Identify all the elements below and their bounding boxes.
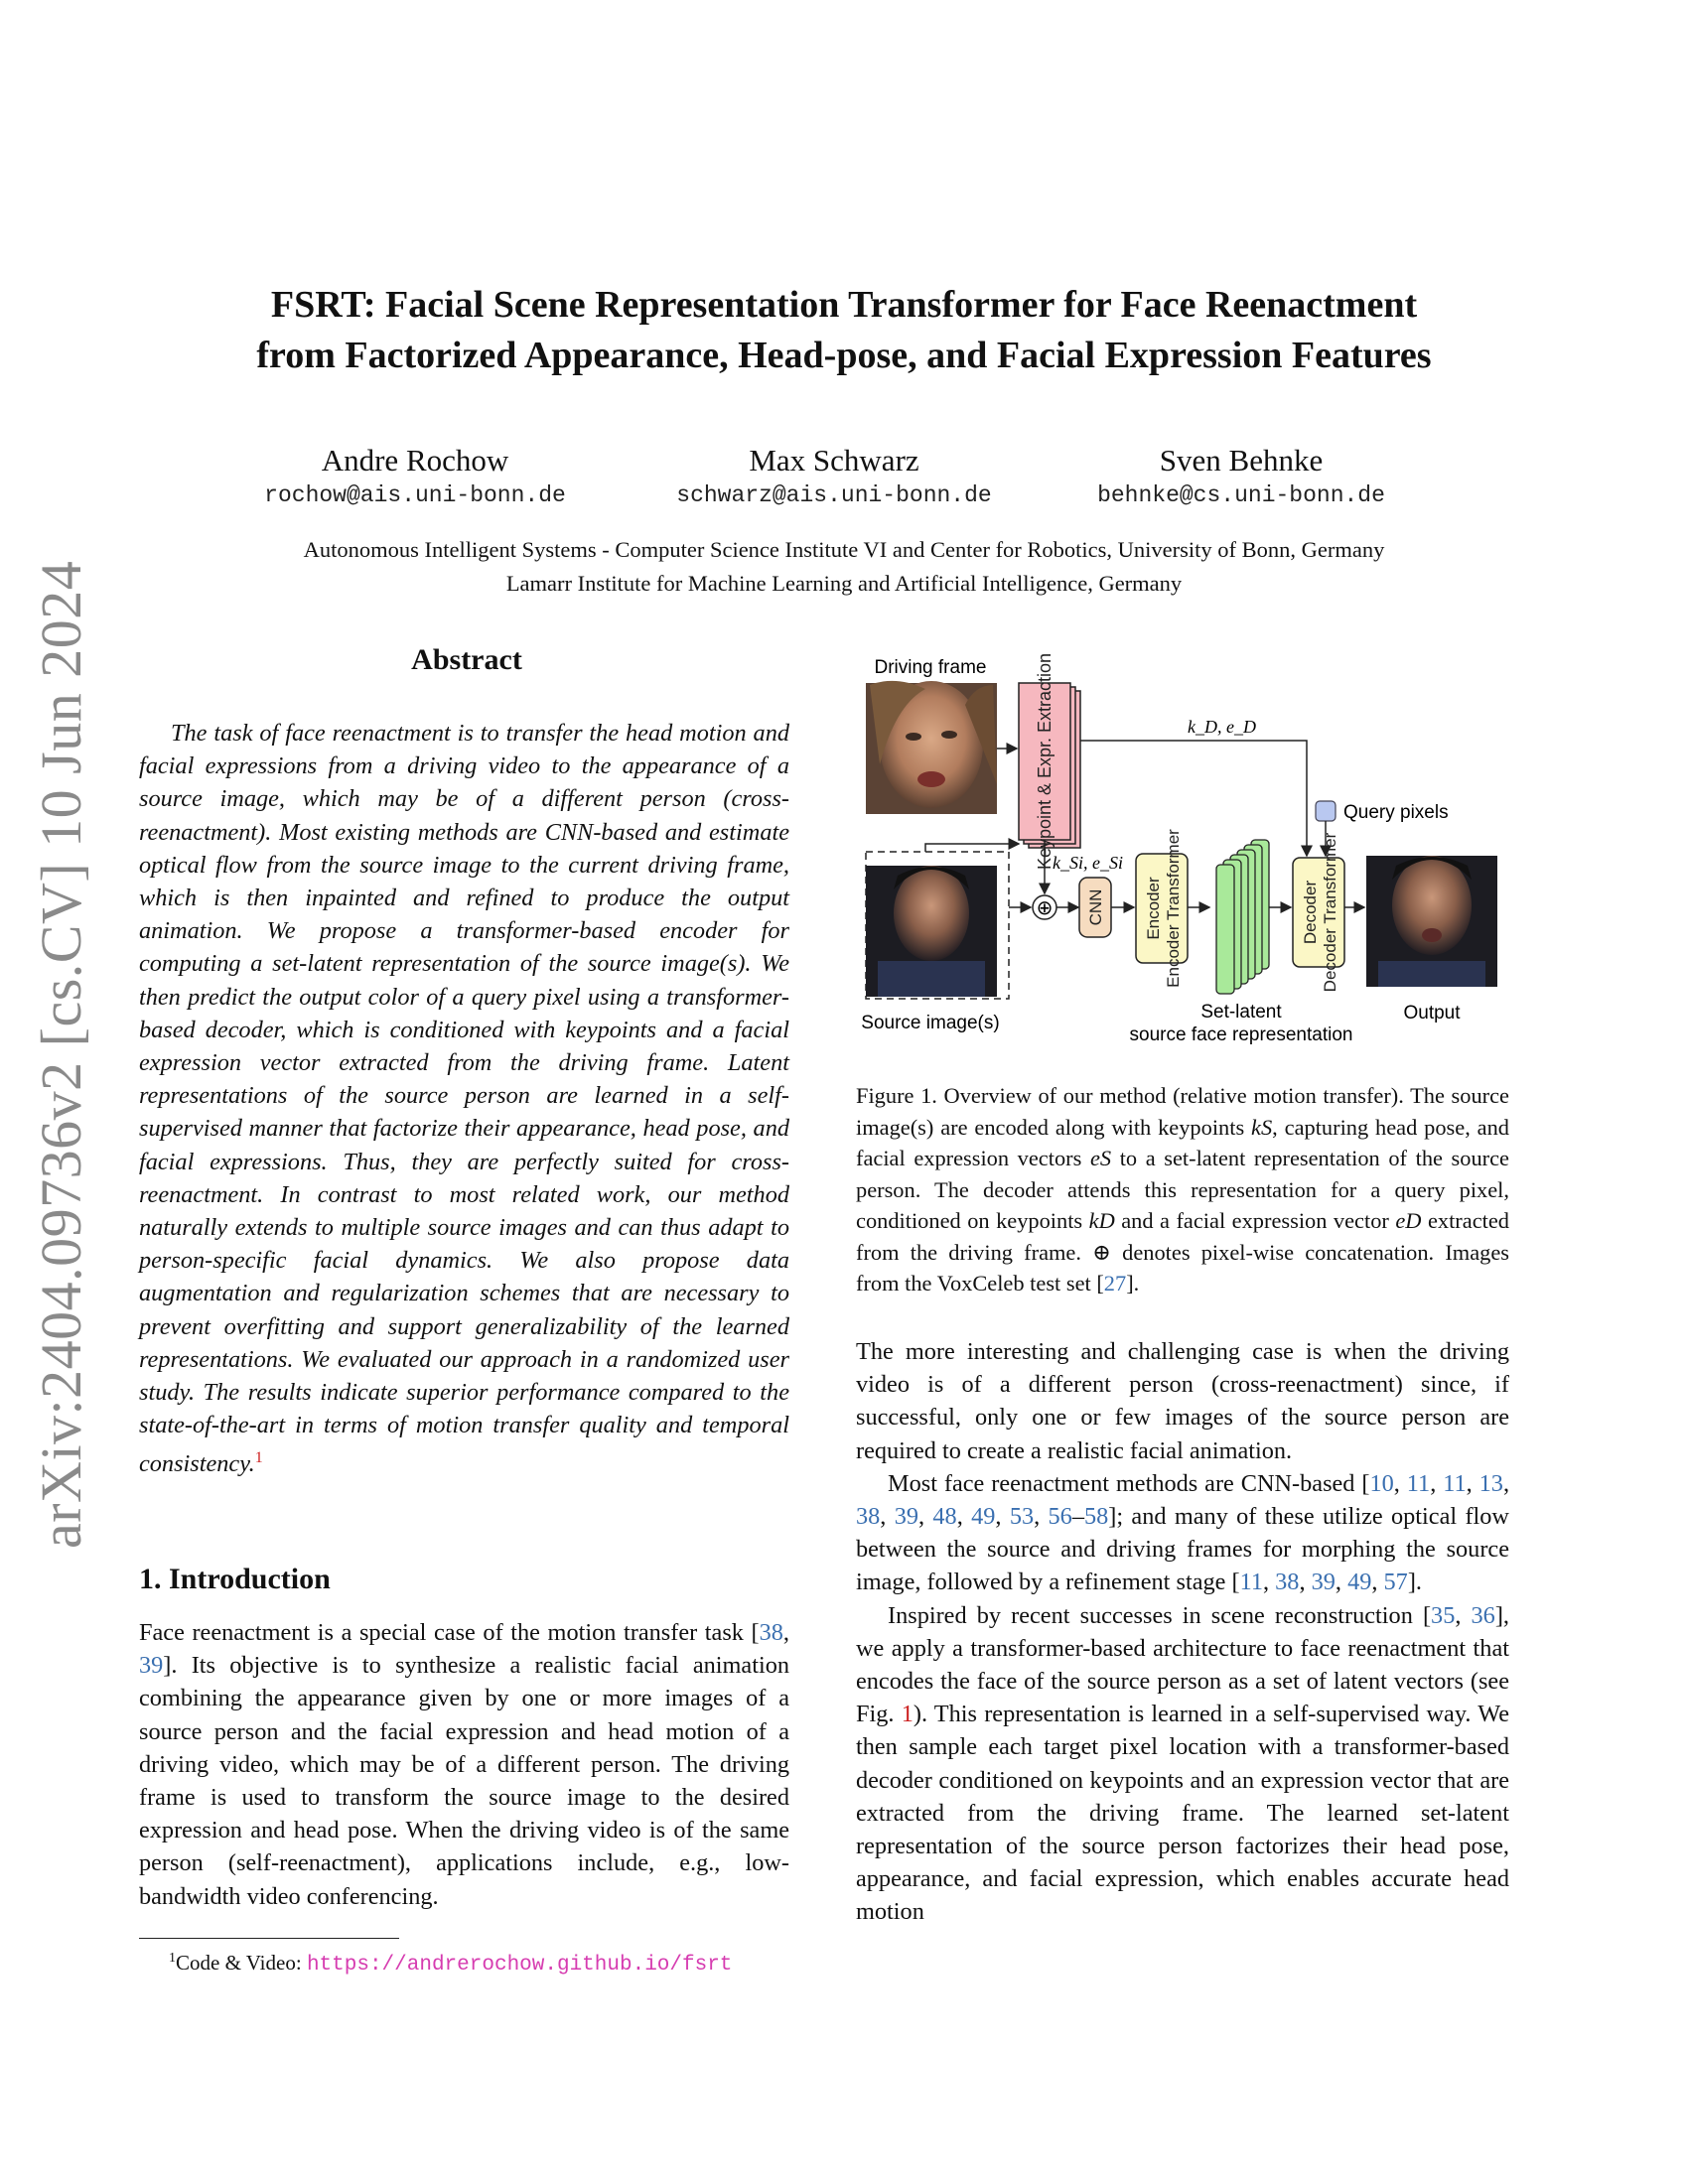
citation-link[interactable]: 36: [1471, 1601, 1495, 1629]
caption-prefix: Figure 1.: [856, 1083, 937, 1108]
citation-link[interactable]: 38: [759, 1619, 783, 1646]
encoder-label: Encoder Transformer: [1164, 829, 1183, 988]
arrow: [925, 844, 1019, 852]
citation-link[interactable]: 39: [139, 1652, 164, 1680]
citation-link[interactable]: 27: [1103, 1271, 1127, 1296]
abstract-footnote-link[interactable]: 1: [254, 1449, 263, 1467]
para-text: Inspired by recent successes in scene reconstruction [: [888, 1601, 1432, 1629]
author-email: rochow@ais.uni-bonn.de: [264, 482, 566, 508]
caption-text: ].: [1126, 1271, 1140, 1296]
author-3: [1033, 441, 1450, 510]
author-name: Max Schwarz: [749, 443, 919, 478]
figure-reference-link[interactable]: 1: [901, 1701, 914, 1728]
right-paragraph-2: Most face reenactment methods are CNN-based [10, 11, 11, 13, 38, 39, 48, 49, 53, 56–58]; and many of these utilize optical flow between the source and driving frames for morphing the source image, followed by a refinement stage [11, 38, 39, 49, 57].: [856, 1469, 1510, 1596]
citation-link[interactable]: 11: [1443, 1469, 1467, 1497]
query-pixels-label: Query pixels: [1343, 802, 1449, 823]
affiliation-2: Lamarr Institute for Machine Learning and Artificial Intelligence, Germany: [505, 571, 1183, 596]
intro-paragraph-1: [139, 1616, 789, 1913]
query-pixel-icon: [1316, 801, 1336, 821]
author-name: Andre Rochow: [321, 443, 509, 478]
citation-link[interactable]: 49: [1347, 1569, 1372, 1596]
decoder-label: Decoder Transformer: [1321, 832, 1339, 993]
math-es: eS: [1089, 1146, 1112, 1170]
author-name: Sven Behnke: [1159, 443, 1324, 478]
cnn-label: CNN: [1086, 888, 1105, 926]
title-line-1: FSRT: Facial Scene Representation Transformer for Face Reenactment: [270, 284, 1418, 326]
math-kd: kD: [1088, 1208, 1115, 1233]
section-heading-introduction: 1. Introduction: [139, 1563, 331, 1595]
citation-link[interactable]: 35: [1431, 1601, 1456, 1629]
abstract-text: The task of face reenactment is to transfer the head motion and facial expressions from a driving video to the appearance of a source image, which may be of a different person (cross-reenactment). Most existing methods are CNN-based and estimate optical flow from the source image to the current driving frame, which is then inpainted and refined to produce the output animation. We propose a transformer-based encoder for computing a set-latent representation of the source image(s). We then predict the output color of a query pixel using a transformer-based decoder, which is conditioned with keypoints and a facial expression vector extracted from the driving frame. Latent representations of the source person are learned in a self-supervised manner that factorize their appearance, head pose, and facial expressions. Thus, they are perfectly suited for cross-reenactment. In contrast to most related work, our method naturally extends to multiple source images and can thus adapt to person-specific facial dynamics. We also propose data augmentation and regularization schemes that are necessary to prevent overfitting and support generalizability of the learned representations. We evaluated our approach in a randomized user study. The results indicate superior performance compared to the state-of-the-art in terms of motion transfer quality and temporal consistency.: [139, 720, 789, 1478]
citation-link[interactable]: 57: [1383, 1569, 1408, 1596]
driving-frame-image: [866, 681, 997, 814]
caption-text: Overview of our method (relative motion transfer). The source image(s) are encoded along with keypoints: [856, 1083, 1509, 1140]
source-image: [866, 866, 997, 997]
set-latent-stack: [1216, 840, 1269, 994]
citation-link[interactable]: 49: [971, 1503, 996, 1531]
math-ks: kS: [1251, 1114, 1273, 1140]
decoder-label-line1: Decoder: [1301, 880, 1320, 945]
author-1: [207, 441, 624, 510]
comma: ,: [782, 1619, 789, 1646]
output-image: [1366, 856, 1497, 987]
caption-text: and a facial expression vector: [1114, 1208, 1396, 1233]
arxiv-identifier: arXiv:2404.09736v2 [cs.CV] 10 Jun 2024: [29, 560, 93, 1549]
keypoint-block-label: Keypoint & Expr. Extraction: [1035, 652, 1055, 871]
set-latent-label: Set-latent: [1200, 1002, 1282, 1023]
title-line-2: from Factorized Appearance, Head-pose, and Facial Expression Features: [256, 335, 1432, 376]
set-latent-sublabel: source face representation: [1129, 1024, 1353, 1045]
arrow-kd-ed: [1080, 741, 1307, 856]
author-2: [626, 441, 1043, 510]
footnote-label: Code & Video:: [176, 1951, 307, 1975]
citation-link[interactable]: 38: [856, 1503, 881, 1531]
footnote-rule: [139, 1938, 399, 1939]
right-paragraph-1: The more interesting and challenging case is when the driving video is of a different person (cross-reenactment) since, if successful, only one or few images of the source person are required to create a realistic facial animation.: [856, 1338, 1509, 1464]
abstract-body: [139, 717, 789, 1481]
ks-es-label: k_Si, e_Si: [1053, 853, 1123, 873]
figure-1: [856, 645, 1511, 1062]
citation-link[interactable]: 58: [1083, 1503, 1109, 1531]
concat-symbol: ⊕: [1036, 895, 1054, 919]
abstract-heading: Abstract: [411, 643, 522, 676]
citation-link[interactable]: 11: [1239, 1569, 1263, 1596]
citation-link[interactable]: 10: [1369, 1469, 1394, 1497]
range-dash: –: [1071, 1503, 1084, 1531]
kd-ed-label: k_D, e_D: [1188, 717, 1256, 737]
math-ed: eD: [1395, 1208, 1422, 1233]
footnote: [169, 1944, 732, 1980]
code-video-link[interactable]: https://andrerochow.github.io/fsrt: [306, 1954, 733, 1977]
figure-1-caption: [856, 1080, 1509, 1299]
right-paragraph-3: Inspired by recent successes in scene reconstruction [35, 36], we apply a transformer-based architecture to face reenactment that encodes the face of the source person as a set of latent vectors (see Fig. 1). This representation is learned in a self-supervised way. We then sample each target pixel location with a transformer-based decoder conditioned on keypoints and an expression vector that are extracted from the driving frame. The learned set-latent representation of the source person factorizes their head pose, appearance, and facial expression, which enables accurate head motion: [856, 1601, 1510, 1926]
citation-link[interactable]: 56: [1048, 1503, 1072, 1531]
citation-link[interactable]: 38: [1275, 1569, 1300, 1596]
citation-link[interactable]: 11: [1406, 1469, 1431, 1497]
para-text: ].: [1407, 1569, 1422, 1596]
citation-link[interactable]: 39: [1311, 1569, 1336, 1596]
affiliation-1: Autonomous Intelligent Systems - Computer Science Institute VI and Center for Robotics, University of Bonn, Germany: [303, 537, 1385, 562]
para-text: ]; and many of these utilize optical flow between the source and driving frames for morphing the source image, followed by a refinement stage [: [856, 1503, 1509, 1596]
citation-link[interactable]: 53: [1009, 1503, 1035, 1531]
para-text: ], we apply a transformer-based architecture to face reenactment that encodes the face of the source person as a set of latent vectors (see Fig.: [856, 1601, 1509, 1728]
para-text: Most face reenactment methods are CNN-based [: [888, 1469, 1370, 1497]
paper-title: [149, 280, 1539, 381]
driving-frame-label: Driving frame: [874, 657, 987, 678]
output-label: Output: [1403, 1003, 1461, 1024]
right-column-text: [856, 1335, 1509, 1929]
intro-text-b: ]. Its objective is to synthesize a realistic facial animation combining the appearance given by one or more images of a source person and the facial expression and head motion of a driving video, which may be of a different person. The driving frame is used to transform the source image to the desired expression and head pose. When the driving video is of the same person (self-reenactment), applications include, e.g., low-bandwidth video conferencing.: [139, 1652, 789, 1910]
encoder-label-line1: Encoder: [1144, 877, 1163, 940]
footnote-mark: 1: [169, 1951, 176, 1966]
caption-text: to a set-latent representation of the source person. The decoder attends this representation for a query pixel, conditioned on keypoints: [856, 1146, 1509, 1233]
figure-diagram: [856, 645, 1511, 1062]
caption-text: extracted from the driving frame. ⊕ denotes pixel-wise concatenation. Images from the VoxCeleb test set [: [856, 1208, 1509, 1296]
author-email: behnke@cs.uni-bonn.de: [1097, 482, 1385, 508]
citation-link[interactable]: 13: [1478, 1469, 1503, 1497]
intro-text-a: Face reenactment is a special case of the motion transfer task [: [139, 1619, 760, 1646]
citation-link[interactable]: 48: [932, 1503, 957, 1531]
source-images-label: Source image(s): [861, 1013, 1000, 1033]
author-email: schwarz@ais.uni-bonn.de: [676, 482, 992, 508]
citation-link[interactable]: 39: [894, 1503, 918, 1531]
caption-text: , capturing head pose, and facial expression vectors: [856, 1114, 1509, 1170]
para-text: ). This representation is learned in a self-supervised way. We then sample each target pixel location with a transformer-based decoder conditioned on keypoints and an expression vector that are extracted from the driving frame. The learned set-latent representation of the source person factorizes their head pose, appearance, and facial expression, which enables accurate head motion: [856, 1701, 1510, 1926]
